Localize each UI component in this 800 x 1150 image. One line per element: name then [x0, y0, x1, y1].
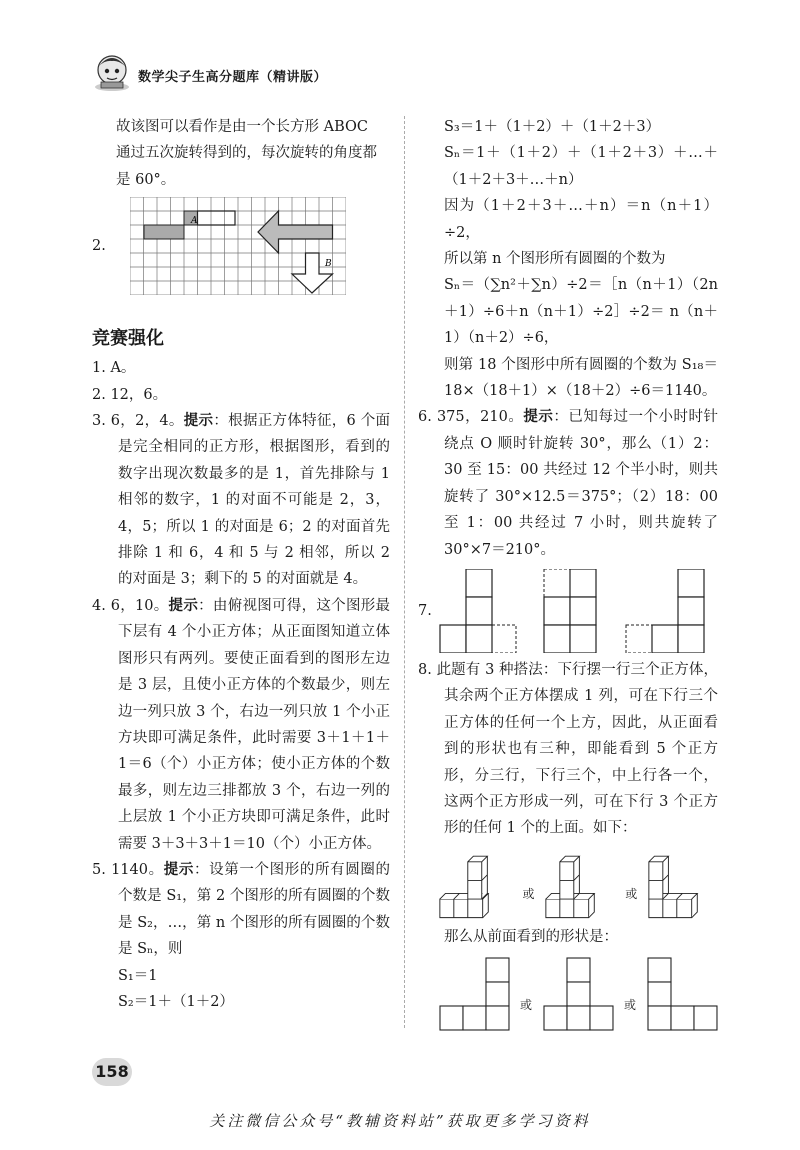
or-label: 或 [519, 997, 532, 1012]
answer-8-body: 此题有 3 种搭法：下行摆一行三个正方体，其余两个正方体摆成 1 列，可在下行三个正方体的任何一个上方，因此，从正面看到的形状也有三种，即能看到 5 个正方形，分三行，下行三个，中上行各一个，这两个正方形成一列，可在下行 3 个正方形的任何 1 个的上面。如下： [436, 661, 718, 837]
answer-4 [92, 593, 390, 857]
hint-label: 提示 [163, 861, 194, 878]
right-column [418, 114, 718, 1032]
or-label: 或 [522, 887, 535, 902]
s3-line: S₃＝1＋（1＋2）＋（1＋2＋3） [444, 119, 661, 135]
page-number: 158 [92, 1058, 132, 1086]
intro-line: 通过五次旋转得到的，每次旋转的角度都 [116, 145, 377, 162]
front-views [438, 956, 718, 1032]
cube-stack-1 [438, 850, 512, 922]
intro-line: 是 60°。 [116, 171, 176, 188]
cube-arrangements [438, 850, 718, 922]
because-line: 因为（1＋2＋3＋…＋n）＝n（n＋1）÷2， [444, 198, 718, 241]
answer-3-body: ：根据正方体特征，6 个面是完全相同的正方形，根据图形，看到的数字出现次数最多的是 1，首先排除与 1 相邻的数字，1 的对面不可能是 2，3，4，5；所以 1 的对面是 6；2 的对面首先排除 1 和 6，4 和 5 与 2 相邻，所以 2 的对面是 3；剩下的 5 的对面就是 4。 [118, 413, 390, 588]
q7-number: 7. [418, 602, 432, 619]
shaded-rectangle [144, 225, 184, 239]
answer-8 [418, 657, 718, 842]
answer-4-head: 4. 6，10。 [92, 597, 169, 614]
answer-3-head: 3. 6，2，4。 [92, 413, 184, 430]
front-view-line: 那么从前面看到的形状是： [444, 928, 618, 945]
answer-3 [92, 408, 390, 593]
grid-figure [130, 197, 346, 295]
cube-stack-3 [647, 850, 718, 922]
answer-5-body: ：设第一个图形的所有圆圈的个数是 S₁，第 2 个图形的所有圆圈的个数是 S₂，…，第 n 个图形的所有圆圈的个数是 Sₙ，则 [118, 861, 391, 958]
formula-line: Sₙ＝（∑n²＋∑n）÷2＝［n（n＋1）（2n＋1）÷6＋n（n＋1）÷2］÷2＝ n（n＋1）（n＋2）÷6， [444, 277, 718, 347]
answer-6-body: ：已知每过一个小时时针绕点 O 顺时针旋转 30°，那么（1）2：30 至 15：00 共经过 12 个半小时，则共旋转了 30°×12.5＝375°；（2）18：00 至 1：00 共经过 7 小时，则共旋转了 30°×7＝210°。 [444, 409, 719, 558]
front-view-2 [542, 956, 614, 1032]
answer-8-head: 8. [418, 661, 432, 678]
then-line: 则第 18 个图形中所有圆圈的个数为 S₁₈＝18×（18＋1）×（18＋2）÷6＝1140。 [444, 356, 718, 400]
hint-label: 提示 [523, 409, 554, 426]
s2-line: S₂＝1＋（1＋2） [118, 993, 234, 1010]
q7-views [438, 569, 714, 653]
so-line: 所以第 n 个图形所有圆圈的个数为 [444, 251, 666, 268]
section-heading: 竞赛强化 [92, 328, 164, 350]
sn-line: Sₙ＝1＋（1＋2）＋（1＋2＋3）＋…＋（1＋2＋3＋…＋n） [444, 145, 718, 188]
answer-6 [418, 404, 718, 562]
book-title: 数学尖子生高分题库（精讲版） [138, 70, 328, 85]
left-column [92, 114, 390, 1015]
answer-4-body: ：由俯视图可得，这个图形最下层有 4 个小正方体；从正面图知道立体图形只有两列。要使正面看到的图形左边是 3 层，且使小正方体的个数最少，则左边一列只放 3 个，右边一列只放 1 个小正方块即可满足条件，此时需要 3＋1＋1＋1＝6（个）小正方体；使小正方体的个数最多，则左边三排都放 3 个，右边一列的上层放 1 个小正方块即可满足条件，此时需要 3＋3＋3＋1＝10（个）小正方体。 [118, 597, 391, 852]
s1-line: S₁＝1 [118, 967, 158, 984]
answer-5-head: 5. 1140。 [92, 861, 164, 878]
shaded-left-arrow [258, 211, 333, 253]
answer-1: 1. A。 [92, 360, 136, 377]
label-a: A [191, 216, 198, 227]
hint-label: 提示 [183, 413, 214, 430]
outline-rect-a [198, 211, 236, 225]
front-view-3 [646, 956, 718, 1032]
q2-number: 2. [92, 238, 106, 255]
intro-line: 故该图可以看作是由一个长方形 ABOC [116, 119, 368, 135]
label-b: B [325, 259, 332, 270]
cube-stack-2 [544, 850, 615, 922]
q2-figure-row [92, 197, 390, 295]
answer-6-head: 6. 375，210。 [418, 409, 524, 426]
answer-2: 2. 12，6。 [92, 386, 168, 403]
mascot-icon [92, 52, 132, 92]
footer-watermark: 关注微信公众号“教辅资料站”获取更多学习资料 [209, 1112, 591, 1130]
column-divider [404, 116, 405, 1028]
or-label: 或 [625, 887, 638, 902]
front-view-1 [438, 956, 510, 1032]
intro-paragraph [92, 114, 390, 193]
answer-5 [92, 857, 390, 963]
or-label: 或 [623, 997, 636, 1012]
hint-label: 提示 [168, 597, 199, 614]
q7-figure-row [418, 569, 718, 653]
